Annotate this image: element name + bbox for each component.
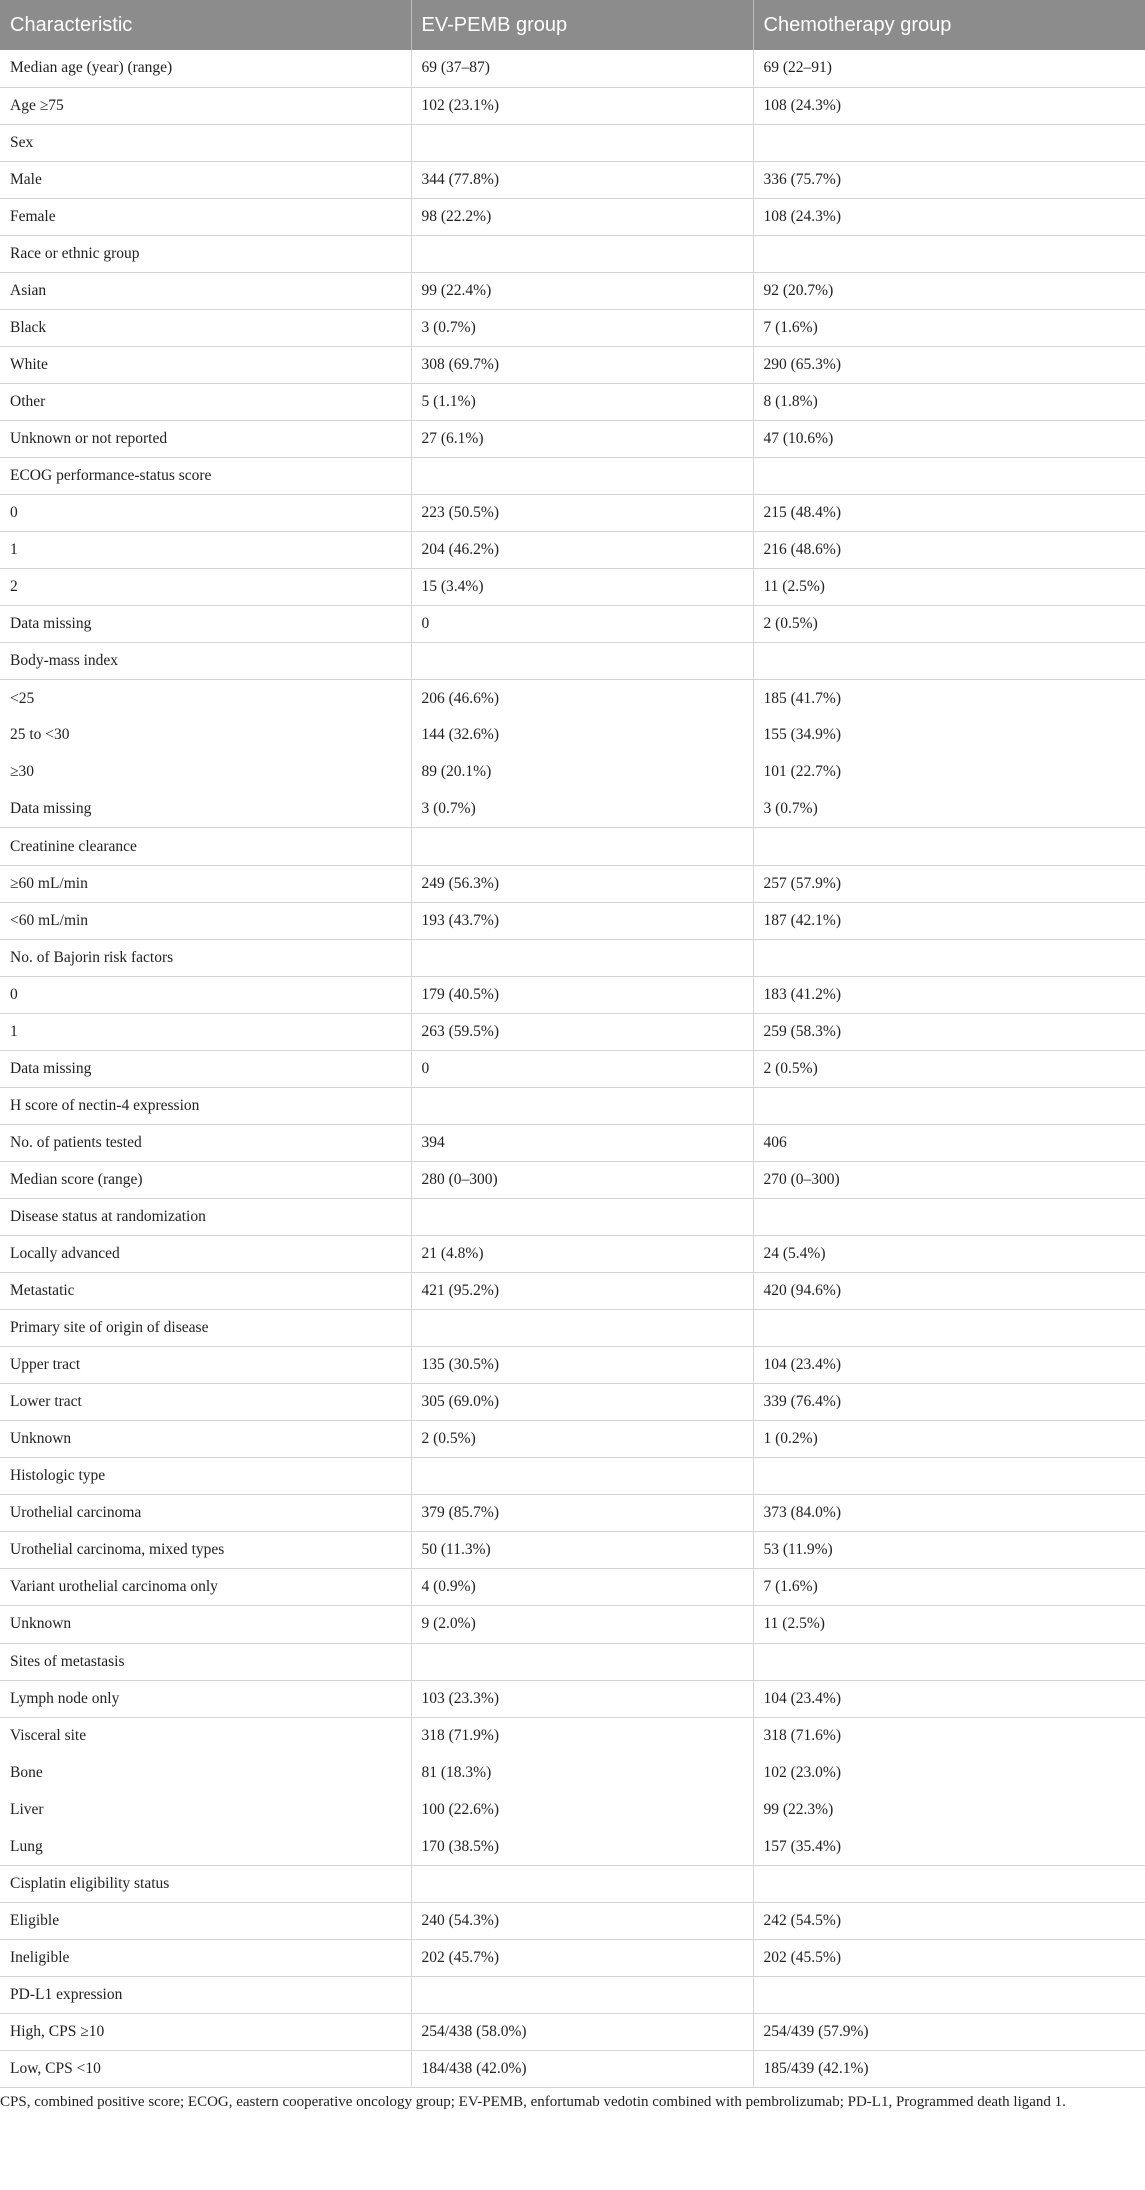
cell-characteristic: 2 [0,569,411,606]
cell-characteristic: 0 [0,495,411,532]
table-row [0,1124,1145,1161]
cell-ev-pemb: 379 (85.7%) [411,1495,753,1532]
cell-ev-pemb [411,1458,753,1495]
cell-ev-pemb: 223 (50.5%) [411,495,753,532]
cell-characteristic: Histologic type [0,1458,411,1495]
cell-chemotherapy: 185 (41.7%) [763,689,841,707]
cell-chemotherapy [753,1865,1145,1902]
table-row [0,828,1145,865]
table-row [0,791,1145,828]
table-row [0,1606,1145,1643]
cell-chemotherapy: 254/439 (57.9%) [753,2013,1145,2050]
cell-characteristic: Unknown [0,1606,411,1643]
cell-ev-pemb: 89 (20.1%) [411,754,753,791]
cell-chemotherapy [753,235,1145,272]
cell-chemotherapy: 8 (1.8%) [753,383,1145,420]
cell-characteristic: Sites of metastasis [0,1643,411,1680]
cell-characteristic: Lower tract [0,1384,411,1421]
table-row [0,1902,1145,1939]
table-row [0,1569,1145,1606]
cell-characteristic: Low, CPS <10 [0,2051,411,2088]
cell-characteristic: ≥60 mL/min [0,865,411,902]
cell-chemotherapy: 242 (54.5%) [753,1902,1145,1939]
cell-ev-pemb: 179 (40.5%) [411,976,753,1013]
table-row [0,87,1145,124]
table-row [0,1865,1145,1902]
cell-characteristic: Female [0,198,411,235]
cell-characteristic: 25 to <30 [0,717,411,754]
cell-characteristic: White [0,346,411,383]
cell-ev-pemb [411,1643,753,1680]
cell-chemotherapy: 290 (65.3%) [753,346,1145,383]
cell-ev-pemb: 170 (38.5%) [411,1828,753,1865]
table-row [0,532,1145,569]
cell-characteristic: No. of patients tested [0,1124,411,1161]
cell-ev-pemb: 280 (0–300) [411,1161,753,1198]
cell-chemotherapy: 202 (45.5%) [753,1939,1145,1976]
table-row [0,1458,1145,1495]
cell-characteristic: Urothelial carcinoma, mixed types [0,1532,411,1569]
cell-chemotherapy: 11 (2.5%) [753,1606,1145,1643]
table-header [0,0,1145,50]
cell-ev-pemb: 394 [411,1124,753,1161]
cell-ev-pemb: 206 (46.6%) [411,680,753,717]
cell-chemotherapy: 99 (22.3%) [763,1800,834,1818]
cell-chemotherapy [753,1087,1145,1124]
cell-chemotherapy: 183 (41.2%) [753,976,1145,1013]
table-row [0,1828,1145,1865]
cell-ev-pemb: 318 (71.9%) [411,1717,753,1754]
table-body [0,50,1145,2088]
cell-chemotherapy: 185/439 (42.1%) [753,2051,1145,2088]
cell-characteristic: Eligible [0,1902,411,1939]
cell-ev-pemb: 69 (37–87) [411,50,753,87]
cell-characteristic: Metastatic [0,1273,411,1310]
cell-ev-pemb [411,1865,753,1902]
cell-characteristic: Disease status at randomization [0,1198,411,1235]
cell-characteristic: Asian [0,272,411,309]
cell-chemotherapy: 406 [753,1124,1145,1161]
cell-ev-pemb: 9 (2.0%) [411,1606,753,1643]
cell-ev-pemb: 98 (22.2%) [411,198,753,235]
cell-chemotherapy: 102 (23.0%) [763,1763,841,1781]
cell-characteristic: Age ≥75 [0,87,411,124]
cell-chemotherapy: 104 (23.4%) [753,1347,1145,1384]
cell-characteristic: <25 [0,680,411,717]
cell-chemotherapy: 187 (42.1%) [753,902,1145,939]
table-row [0,1161,1145,1198]
table-row [0,717,1145,754]
cell-chemotherapy: 2 (0.5%) [753,1050,1145,1087]
table-row [0,50,1145,87]
table-row [0,680,1145,717]
cell-chemotherapy: 53 (11.9%) [753,1532,1145,1569]
cell-chemotherapy: 216 (48.6%) [753,532,1145,569]
table-row [0,309,1145,346]
cell-chemotherapy [753,124,1145,161]
cell-chemotherapy: 104 (23.4%) [753,1680,1145,1717]
cell-characteristic: Data missing [0,606,411,643]
cell-characteristic: Ineligible [0,1939,411,1976]
cell-characteristic: No. of Bajorin risk factors [0,939,411,976]
cell-chemotherapy: 336 (75.7%) [753,161,1145,198]
cell-chemotherapy: 157 (35.4%) [753,1828,1145,1865]
cell-ev-pemb: 305 (69.0%) [411,1384,753,1421]
cell-ev-pemb [411,939,753,976]
cell-characteristic: ≥30 [0,754,411,791]
table-row [0,198,1145,235]
table-row [0,2013,1145,2050]
cell-chemotherapy [753,1198,1145,1235]
cell-ev-pemb: 135 (30.5%) [411,1347,753,1384]
table-row [0,1976,1145,2013]
cell-ev-pemb: 4 (0.9%) [411,1569,753,1606]
table-row [0,1939,1145,1976]
cell-chemotherapy: 259 (58.3%) [753,1013,1145,1050]
cell-ev-pemb: 2 (0.5%) [411,1421,753,1458]
cell-chemotherapy: 257 (57.9%) [753,865,1145,902]
cell-ev-pemb: 240 (54.3%) [411,1902,753,1939]
table-row [0,1050,1145,1087]
table-row [0,1421,1145,1458]
cell-characteristic: Lung [0,1828,411,1865]
cell-characteristic: Data missing [0,1050,411,1087]
cell-chemotherapy: 339 (76.4%) [753,1384,1145,1421]
cell-ev-pemb [411,235,753,272]
table-row [0,1495,1145,1532]
header-characteristic: Characteristic [0,0,411,50]
cell-chemotherapy: 11 (2.5%) [753,569,1145,606]
cell-ev-pemb [411,458,753,495]
table-row [0,235,1145,272]
cell-ev-pemb: 0 [411,1050,753,1087]
cell-ev-pemb [411,124,753,161]
cell-ev-pemb: 15 (3.4%) [411,569,753,606]
cell-characteristic: Locally advanced [0,1236,411,1273]
cell-chemotherapy: 373 (84.0%) [753,1495,1145,1532]
cell-characteristic: 0 [0,976,411,1013]
cell-characteristic: Creatinine clearance [0,828,411,865]
table-row [0,124,1145,161]
table-row [0,1310,1145,1347]
cell-chemotherapy: 108 (24.3%) [753,87,1145,124]
cell-chemotherapy [753,1643,1145,1680]
cell-characteristic: Black [0,309,411,346]
table-row [0,1791,1145,1828]
cell-ev-pemb: 308 (69.7%) [411,346,753,383]
cell-characteristic: Unknown [0,1421,411,1458]
header-chemotherapy-group: Chemotherapy group [753,0,1145,50]
cell-ev-pemb: 421 (95.2%) [411,1273,753,1310]
table-row [0,161,1145,198]
table-row [0,2051,1145,2088]
table-footnote: CPS, combined positive score; ECOG, eastern cooperative oncology group; EV-PEMB, enfortumab vedotin combined with pembrolizumab; PD-L1, Programmed death ligand 1. [0,2094,1066,2111]
cell-chemotherapy [753,939,1145,976]
cell-characteristic: Cisplatin eligibility status [0,1865,411,1902]
cell-ev-pemb: 50 (11.3%) [411,1532,753,1569]
cell-ev-pemb [411,1976,753,2013]
table-row [0,1347,1145,1384]
header-ev-pemb-group: EV-PEMB group [411,0,753,50]
cell-ev-pemb: 0 [411,606,753,643]
cell-ev-pemb: 99 (22.4%) [411,272,753,309]
cell-chemotherapy: 215 (48.4%) [753,495,1145,532]
cell-characteristic: Median score (range) [0,1161,411,1198]
table-row [0,1643,1145,1680]
cell-chemotherapy: 155 (34.9%) [763,726,841,744]
cell-chemotherapy: 47 (10.6%) [753,420,1145,457]
table-row [0,1717,1145,1754]
cell-ev-pemb: 204 (46.2%) [411,532,753,569]
cell-chemotherapy [753,458,1145,495]
cell-ev-pemb: 5 (1.1%) [411,383,753,420]
cell-chemotherapy: 7 (1.6%) [753,309,1145,346]
cell-ev-pemb: 102 (23.1%) [411,87,753,124]
cell-ev-pemb: 144 (32.6%) [411,717,753,754]
table-row [0,1273,1145,1310]
cell-ev-pemb: 202 (45.7%) [411,1939,753,1976]
cell-characteristic: 1 [0,532,411,569]
cell-chemotherapy: 69 (22–91) [753,50,1145,87]
table-row [0,976,1145,1013]
cell-characteristic: Liver [0,1791,411,1828]
cell-characteristic: Race or ethnic group [0,235,411,272]
cell-characteristic: High, CPS ≥10 [0,2013,411,2050]
table-row [0,495,1145,532]
table-row [0,1680,1145,1717]
cell-ev-pemb: 344 (77.8%) [411,161,753,198]
cell-chemotherapy [753,1976,1145,2013]
table-row [0,569,1145,606]
cell-chemotherapy: 24 (5.4%) [753,1236,1145,1273]
table-row [0,1754,1145,1791]
table-row [0,1384,1145,1421]
cell-chemotherapy: 420 (94.6%) [753,1273,1145,1310]
cell-characteristic: PD-L1 expression [0,1976,411,2013]
table-row [0,1236,1145,1273]
cell-characteristic: <60 mL/min [0,902,411,939]
cell-characteristic: Lymph node only [0,1680,411,1717]
cell-ev-pemb [411,828,753,865]
header-row [0,0,1145,50]
cell-characteristic: Sex [0,124,411,161]
cell-ev-pemb [411,1087,753,1124]
cell-characteristic: Body-mass index [0,643,411,680]
table-row [0,458,1145,495]
table-row [0,939,1145,976]
cell-chemotherapy: 3 (0.7%) [753,791,1145,828]
cell-ev-pemb [411,643,753,680]
table-row [0,1198,1145,1235]
cell-chemotherapy: 270 (0–300) [753,1161,1145,1198]
table-row [0,865,1145,902]
cell-characteristic: Variant urothelial carcinoma only [0,1569,411,1606]
table-row [0,902,1145,939]
cell-chemotherapy: 108 (24.3%) [753,198,1145,235]
cell-characteristic: H score of nectin-4 expression [0,1087,411,1124]
cell-ev-pemb: 81 (18.3%) [411,1754,753,1791]
cell-ev-pemb: 21 (4.8%) [411,1236,753,1273]
table-row [0,1532,1145,1569]
cell-characteristic: Data missing [0,791,411,828]
cell-ev-pemb: 27 (6.1%) [411,420,753,457]
cell-characteristic: Urothelial carcinoma [0,1495,411,1532]
table-row [0,272,1145,309]
cell-characteristic: 1 [0,1013,411,1050]
cell-chemotherapy: 101 (22.7%) [763,763,841,781]
cell-characteristic: Primary site of origin of disease [0,1310,411,1347]
cell-ev-pemb: 254/438 (58.0%) [411,2013,753,2050]
cell-characteristic: Median age (year) (range) [0,50,411,87]
cell-ev-pemb [411,1198,753,1235]
cell-chemotherapy [753,643,1145,680]
cell-chemotherapy: 7 (1.6%) [753,1569,1145,1606]
cell-chemotherapy: 2 (0.5%) [753,606,1145,643]
cell-chemotherapy: 92 (20.7%) [753,272,1145,309]
cell-characteristic: Upper tract [0,1347,411,1384]
table-row [0,346,1145,383]
cell-ev-pemb [411,1310,753,1347]
table-row [0,420,1145,457]
table-row [0,754,1145,791]
cell-ev-pemb: 3 (0.7%) [411,791,753,828]
cell-chemotherapy [753,1458,1145,1495]
cell-chemotherapy [753,828,1145,865]
cell-ev-pemb: 3 (0.7%) [411,309,753,346]
table-row [0,643,1145,680]
cell-ev-pemb: 184/438 (42.0%) [411,2051,753,2088]
cell-characteristic: Visceral site [0,1717,411,1754]
table-row [0,383,1145,420]
cell-ev-pemb: 103 (23.3%) [411,1680,753,1717]
cell-chemotherapy: 318 (71.6%) [763,1726,841,1744]
cell-ev-pemb: 263 (59.5%) [411,1013,753,1050]
table-row [0,606,1145,643]
cell-characteristic: Male [0,161,411,198]
cell-characteristic: Other [0,383,411,420]
cell-characteristic: Bone [0,1754,411,1791]
table-row [0,1013,1145,1050]
cell-characteristic: ECOG performance-status score [0,458,411,495]
cell-chemotherapy: 1 (0.2%) [753,1421,1145,1458]
cell-ev-pemb: 193 (43.7%) [411,902,753,939]
cell-chemotherapy [753,1310,1145,1347]
cell-ev-pemb: 100 (22.6%) [411,1791,753,1828]
cell-ev-pemb: 249 (56.3%) [411,865,753,902]
cell-characteristic: Unknown or not reported [0,420,411,457]
table-row [0,1087,1145,1124]
